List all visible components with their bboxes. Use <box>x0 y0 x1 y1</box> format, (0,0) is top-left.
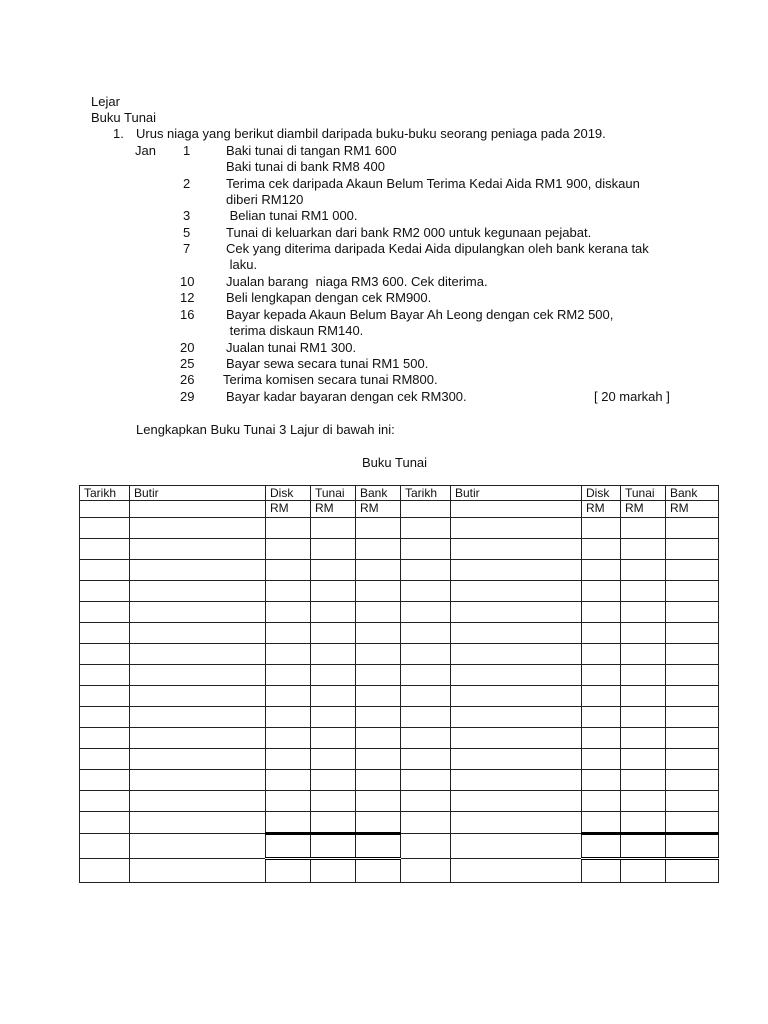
unit-cell <box>451 501 582 518</box>
blank-cell[interactable] <box>130 812 266 834</box>
header-cell: Tunai <box>621 486 666 501</box>
blank-cell[interactable] <box>401 859 451 883</box>
blank-cell[interactable] <box>266 581 311 602</box>
blank-cell[interactable] <box>451 834 582 859</box>
blank-cell[interactable] <box>80 770 130 791</box>
header-cell: Bank <box>356 486 401 501</box>
transaction-day: 1 <box>183 143 191 158</box>
header-cell: Bank <box>666 486 719 501</box>
blank-cell[interactable] <box>582 665 621 686</box>
blank-cell[interactable] <box>451 644 582 665</box>
blank-cell[interactable] <box>621 665 666 686</box>
blank-cell[interactable] <box>130 644 266 665</box>
blank-cell[interactable] <box>582 539 621 560</box>
blank-cell[interactable] <box>130 539 266 560</box>
blank-cell[interactable] <box>621 859 666 883</box>
blank-cell[interactable] <box>621 518 666 539</box>
blank-cell[interactable] <box>451 749 582 770</box>
blank-cell[interactable] <box>266 518 311 539</box>
blank-cell[interactable] <box>311 644 356 665</box>
table-row <box>80 770 719 791</box>
blank-cell[interactable] <box>130 518 266 539</box>
blank-cell[interactable] <box>666 518 719 539</box>
blank-cell[interactable] <box>80 644 130 665</box>
blank-cell[interactable] <box>451 859 582 883</box>
blank-cell[interactable] <box>666 665 719 686</box>
blank-cell[interactable] <box>621 623 666 644</box>
blank-cell[interactable] <box>666 859 719 883</box>
blank-cell[interactable] <box>621 770 666 791</box>
header-cell: Butir <box>130 486 266 501</box>
blank-cell[interactable] <box>356 791 401 812</box>
blank-cell[interactable] <box>266 812 311 834</box>
blank-cell[interactable] <box>80 834 130 859</box>
unit-cell: RM <box>666 501 719 518</box>
transaction-day: 12 <box>180 290 195 305</box>
blank-cell[interactable] <box>80 686 130 707</box>
blank-cell[interactable] <box>266 560 311 581</box>
blank-cell[interactable] <box>451 770 582 791</box>
blank-cell[interactable] <box>356 770 401 791</box>
blank-cell[interactable] <box>451 812 582 834</box>
blank-cell[interactable] <box>311 686 356 707</box>
header-cell: Tarikh <box>401 486 451 501</box>
blank-cell[interactable] <box>621 728 666 749</box>
blank-cell[interactable] <box>401 644 451 665</box>
blank-cell[interactable] <box>401 812 451 834</box>
marks-label: [ 20 markah ] <box>594 389 670 404</box>
blank-cell[interactable] <box>311 749 356 770</box>
blank-cell[interactable] <box>311 859 356 883</box>
transaction-day: 29 <box>180 389 195 404</box>
table-row <box>80 665 719 686</box>
transaction-line: terima diskaun RM140. <box>226 323 364 338</box>
blank-cell[interactable] <box>666 812 719 834</box>
blank-cell[interactable] <box>130 749 266 770</box>
blank-cell[interactable] <box>401 665 451 686</box>
blank-cell[interactable] <box>80 581 130 602</box>
table-row <box>80 623 719 644</box>
blank-cell[interactable] <box>311 602 356 623</box>
blank-cell[interactable] <box>401 834 451 859</box>
blank-cell[interactable] <box>666 707 719 728</box>
blank-cell[interactable] <box>80 623 130 644</box>
blank-cell[interactable] <box>266 686 311 707</box>
transaction-day: 26 <box>180 372 195 387</box>
blank-cell[interactable] <box>666 623 719 644</box>
table-title: Buku Tunai <box>362 455 428 470</box>
blank-cell[interactable] <box>621 539 666 560</box>
blank-cell[interactable] <box>621 686 666 707</box>
blank-cell[interactable] <box>621 791 666 812</box>
transaction-line: Tunai di keluarkan dari bank RM2 000 untuk kegunaan pejabat. <box>226 225 592 240</box>
transaction-day: 20 <box>180 340 195 355</box>
blank-cell[interactable] <box>582 602 621 623</box>
blank-cell[interactable] <box>356 581 401 602</box>
blank-cell[interactable] <box>401 560 451 581</box>
table-row <box>80 539 719 560</box>
blank-cell[interactable] <box>356 602 401 623</box>
blank-cell[interactable] <box>621 834 666 859</box>
blank-cell[interactable] <box>356 834 401 859</box>
blank-cell[interactable] <box>451 539 582 560</box>
blank-cell[interactable] <box>582 581 621 602</box>
blank-cell[interactable] <box>401 623 451 644</box>
table-row <box>80 728 719 749</box>
unit-cell <box>401 501 451 518</box>
transaction-day: 25 <box>180 356 195 371</box>
blank-cell[interactable] <box>356 644 401 665</box>
blank-cell[interactable] <box>130 791 266 812</box>
transaction-line: Bayar kepada Akaun Belum Bayar Ah Leong dengan cek RM2 500, <box>226 307 614 322</box>
blank-cell[interactable] <box>666 644 719 665</box>
blank-cell[interactable] <box>582 644 621 665</box>
table-row <box>80 560 719 581</box>
blank-cell[interactable] <box>666 834 719 859</box>
unit-cell: RM <box>621 501 666 518</box>
blank-cell[interactable] <box>621 707 666 728</box>
blank-cell[interactable] <box>356 539 401 560</box>
blank-cell[interactable] <box>266 770 311 791</box>
blank-cell[interactable] <box>311 665 356 686</box>
unit-cell: RM <box>582 501 621 518</box>
blank-cell[interactable] <box>582 560 621 581</box>
blank-cell[interactable] <box>582 623 621 644</box>
table-header-row <box>80 486 719 501</box>
blank-cell[interactable] <box>401 518 451 539</box>
blank-cell[interactable] <box>130 623 266 644</box>
blank-cell[interactable] <box>621 812 666 834</box>
transaction-line: Bayar kadar bayaran dengan cek RM300. <box>226 389 467 404</box>
header-cell: Disk <box>582 486 621 501</box>
blank-cell[interactable] <box>311 581 356 602</box>
blank-cell[interactable] <box>266 707 311 728</box>
transaction-day: 16 <box>180 307 195 322</box>
blank-cell[interactable] <box>130 859 266 883</box>
unit-cell: RM <box>311 501 356 518</box>
table-row <box>80 707 719 728</box>
blank-cell[interactable] <box>621 602 666 623</box>
blank-cell[interactable] <box>451 686 582 707</box>
transaction-line: laku. <box>226 257 258 272</box>
transaction-line: Jualan barang niaga RM3 600. Cek diterima. <box>226 274 488 289</box>
blank-cell[interactable] <box>356 707 401 728</box>
blank-cell[interactable] <box>130 665 266 686</box>
blank-cell[interactable] <box>356 859 401 883</box>
instruction-text: Lengkapkan Buku Tunai 3 Lajur di bawah ini: <box>136 422 395 437</box>
blank-cell[interactable] <box>356 560 401 581</box>
cash-book-table <box>79 485 719 883</box>
transaction-day: 5 <box>183 225 191 240</box>
blank-cell[interactable] <box>130 834 266 859</box>
blank-cell[interactable] <box>582 728 621 749</box>
transaction-day: 3 <box>183 208 191 223</box>
table-row <box>80 644 719 665</box>
blank-cell[interactable] <box>266 791 311 812</box>
blank-cell[interactable] <box>666 581 719 602</box>
blank-cell[interactable] <box>401 728 451 749</box>
blank-cell[interactable] <box>666 560 719 581</box>
transaction-line: Terima komisen secara tunai RM800. <box>223 372 438 387</box>
table-row <box>80 581 719 602</box>
blank-cell[interactable] <box>80 560 130 581</box>
blank-cell[interactable] <box>266 665 311 686</box>
header-cell: Tunai <box>311 486 356 501</box>
blank-cell[interactable] <box>130 707 266 728</box>
blank-cell[interactable] <box>666 791 719 812</box>
blank-cell[interactable] <box>311 770 356 791</box>
blank-cell[interactable] <box>451 623 582 644</box>
table-units-row <box>80 501 719 518</box>
table-row <box>80 749 719 770</box>
table-row <box>80 602 719 623</box>
blank-cell[interactable] <box>451 728 582 749</box>
blank-cell[interactable] <box>266 602 311 623</box>
table-row <box>80 812 719 834</box>
blank-cell[interactable] <box>356 728 401 749</box>
blank-cell[interactable] <box>401 707 451 728</box>
transaction-day: 2 <box>183 176 191 191</box>
blank-cell[interactable] <box>401 749 451 770</box>
blank-cell[interactable] <box>451 560 582 581</box>
transaction-line: Baki tunai di bank RM8 400 <box>226 159 385 174</box>
transaction-line: Jualan tunai RM1 300. <box>226 340 357 355</box>
month-label: Jan <box>135 143 156 158</box>
blank-cell[interactable] <box>266 644 311 665</box>
blank-cell[interactable] <box>621 644 666 665</box>
blank-cell[interactable] <box>451 581 582 602</box>
blank-cell[interactable] <box>666 749 719 770</box>
blank-cell[interactable] <box>582 834 621 859</box>
blank-cell[interactable] <box>356 518 401 539</box>
blank-cell[interactable] <box>80 707 130 728</box>
blank-cell[interactable] <box>266 859 311 883</box>
blank-cell[interactable] <box>80 728 130 749</box>
question-number: 1. <box>113 126 124 141</box>
blank-cell[interactable] <box>582 749 621 770</box>
blank-cell[interactable] <box>266 623 311 644</box>
blank-cell[interactable] <box>356 665 401 686</box>
transaction-line: Baki tunai di tangan RM1 600 <box>226 143 397 158</box>
blank-cell[interactable] <box>356 686 401 707</box>
blank-cell[interactable] <box>356 623 401 644</box>
heading-lejar: Lejar <box>91 94 120 109</box>
table-row <box>80 834 719 859</box>
blank-cell[interactable] <box>130 686 266 707</box>
blank-cell[interactable] <box>451 518 582 539</box>
blank-cell[interactable] <box>401 539 451 560</box>
blank-cell[interactable] <box>80 791 130 812</box>
table-row <box>80 686 719 707</box>
blank-cell[interactable] <box>582 707 621 728</box>
header-cell: Disk <box>266 486 311 501</box>
header-cell: Butir <box>451 486 582 501</box>
unit-cell <box>80 501 130 518</box>
blank-cell[interactable] <box>401 770 451 791</box>
blank-cell[interactable] <box>311 518 356 539</box>
blank-cell[interactable] <box>582 518 621 539</box>
blank-cell[interactable] <box>356 749 401 770</box>
blank-cell[interactable] <box>666 728 719 749</box>
blank-cell[interactable] <box>582 686 621 707</box>
blank-cell[interactable] <box>451 665 582 686</box>
blank-cell[interactable] <box>311 539 356 560</box>
blank-cell[interactable] <box>582 791 621 812</box>
transaction-line: diberi RM120 <box>226 192 304 207</box>
blank-cell[interactable] <box>266 834 311 859</box>
blank-cell[interactable] <box>266 749 311 770</box>
blank-cell[interactable] <box>80 859 130 883</box>
blank-cell[interactable] <box>130 728 266 749</box>
blank-cell[interactable] <box>130 581 266 602</box>
blank-cell[interactable] <box>311 834 356 859</box>
blank-cell[interactable] <box>451 602 582 623</box>
blank-cell[interactable] <box>130 770 266 791</box>
blank-cell[interactable] <box>451 791 582 812</box>
unit-cell: RM <box>356 501 401 518</box>
blank-cell[interactable] <box>666 602 719 623</box>
question-text: Urus niaga yang berikut diambil daripada buku-buku seorang peniaga pada 2019. <box>136 126 606 141</box>
blank-cell[interactable] <box>582 812 621 834</box>
transaction-line: Beli lengkapan dengan cek RM900. <box>226 290 432 305</box>
blank-cell[interactable] <box>451 707 582 728</box>
unit-cell <box>130 501 266 518</box>
table-row <box>80 859 719 883</box>
blank-cell[interactable] <box>666 539 719 560</box>
blank-cell[interactable] <box>401 791 451 812</box>
blank-cell[interactable] <box>311 812 356 834</box>
blank-cell[interactable] <box>356 812 401 834</box>
blank-cell[interactable] <box>666 686 719 707</box>
table-row <box>80 518 719 539</box>
transaction-line: Terima cek daripada Akaun Belum Terima Kedai Aida RM1 900, diskaun <box>226 176 640 191</box>
blank-cell[interactable] <box>80 812 130 834</box>
blank-cell[interactable] <box>311 791 356 812</box>
blank-cell[interactable] <box>130 602 266 623</box>
blank-cell[interactable] <box>621 749 666 770</box>
blank-cell[interactable] <box>80 602 130 623</box>
transaction-day: 10 <box>180 274 195 289</box>
blank-cell[interactable] <box>80 665 130 686</box>
blank-cell[interactable] <box>266 539 311 560</box>
blank-cell[interactable] <box>80 518 130 539</box>
blank-cell[interactable] <box>266 728 311 749</box>
transaction-line: Belian tunai RM1 000. <box>226 208 358 223</box>
header-cell: Tarikh <box>80 486 130 501</box>
transaction-line: Bayar sewa secara tunai RM1 500. <box>226 356 429 371</box>
blank-cell[interactable] <box>130 560 266 581</box>
blank-cell[interactable] <box>311 707 356 728</box>
blank-cell[interactable] <box>401 581 451 602</box>
blank-cell[interactable] <box>311 728 356 749</box>
blank-cell[interactable] <box>666 770 719 791</box>
blank-cell[interactable] <box>80 539 130 560</box>
blank-cell[interactable] <box>621 581 666 602</box>
table-row <box>80 791 719 812</box>
transaction-line: Cek yang diterima daripada Kedai Aida dipulangkan oleh bank kerana tak <box>226 241 649 256</box>
blank-cell[interactable] <box>401 686 451 707</box>
blank-cell[interactable] <box>311 623 356 644</box>
blank-cell[interactable] <box>582 859 621 883</box>
heading-buku-tunai: Buku Tunai <box>91 110 157 125</box>
blank-cell[interactable] <box>621 560 666 581</box>
transaction-day: 7 <box>183 241 191 256</box>
blank-cell[interactable] <box>582 770 621 791</box>
blank-cell[interactable] <box>80 749 130 770</box>
unit-cell: RM <box>266 501 311 518</box>
blank-cell[interactable] <box>401 602 451 623</box>
blank-cell[interactable] <box>311 560 356 581</box>
